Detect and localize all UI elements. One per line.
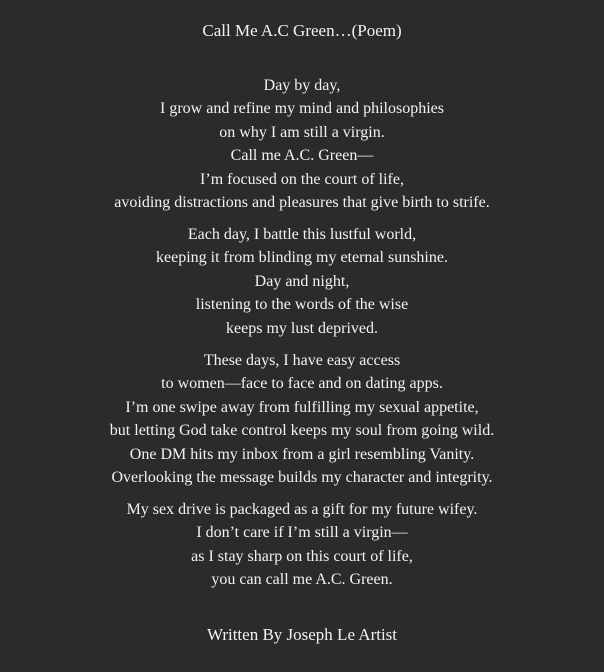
poem-line: keeps my lust deprived. — [226, 319, 378, 337]
stanza-3 — [0, 349, 604, 489]
poem-title: Call Me A.C Green…(Poem) — [202, 21, 402, 40]
poem-line: you can call me A.C. Green. — [211, 571, 393, 589]
poem-line: Day and night, — [254, 272, 350, 290]
poem-line: to women—face to face and on dating apps. — [161, 375, 443, 393]
poem-line: avoiding distractions and pleasures that give birth to strife. — [114, 194, 490, 212]
poem-line: listening to the words of the wise — [195, 296, 409, 314]
stanza-4 — [0, 498, 604, 592]
poem-byline: Written By Joseph Le Artist — [206, 625, 398, 644]
poem-line: I grow and refine my mind and philosophies — [160, 100, 444, 118]
poem-line: I don’t care if I’m still a virgin— — [196, 524, 408, 542]
poem-line: keeping it from blinding my eternal sunshine. — [156, 249, 448, 267]
poem-line: as I stay sharp on this court of life, — [191, 547, 413, 565]
poem-line: but letting God take control keeps my soul from going wild. — [109, 422, 495, 440]
stanza-2 — [0, 223, 604, 340]
poem-line: These days, I have easy access — [203, 352, 401, 369]
poem-line: I’m focused on the court of life, — [200, 170, 404, 188]
stanza-1 — [0, 74, 604, 214]
poem-line: My sex drive is packaged as a gift for my future wifey. — [126, 501, 478, 518]
poem-line: Day by day, — [263, 77, 341, 94]
poem-line: Overlooking the message builds my character and integrity. — [111, 469, 493, 487]
poem-line: I’m one swipe away from fulfilling my sexual appetite, — [125, 398, 479, 416]
poem-line: Each day, I battle this lustful world, — [187, 226, 417, 243]
poem-line: on why I am still a virgin. — [219, 123, 385, 141]
poem-line: Call me A.C. Green— — [230, 147, 374, 165]
poem-line: One DM hits my inbox from a girl resembling Vanity. — [129, 445, 475, 463]
